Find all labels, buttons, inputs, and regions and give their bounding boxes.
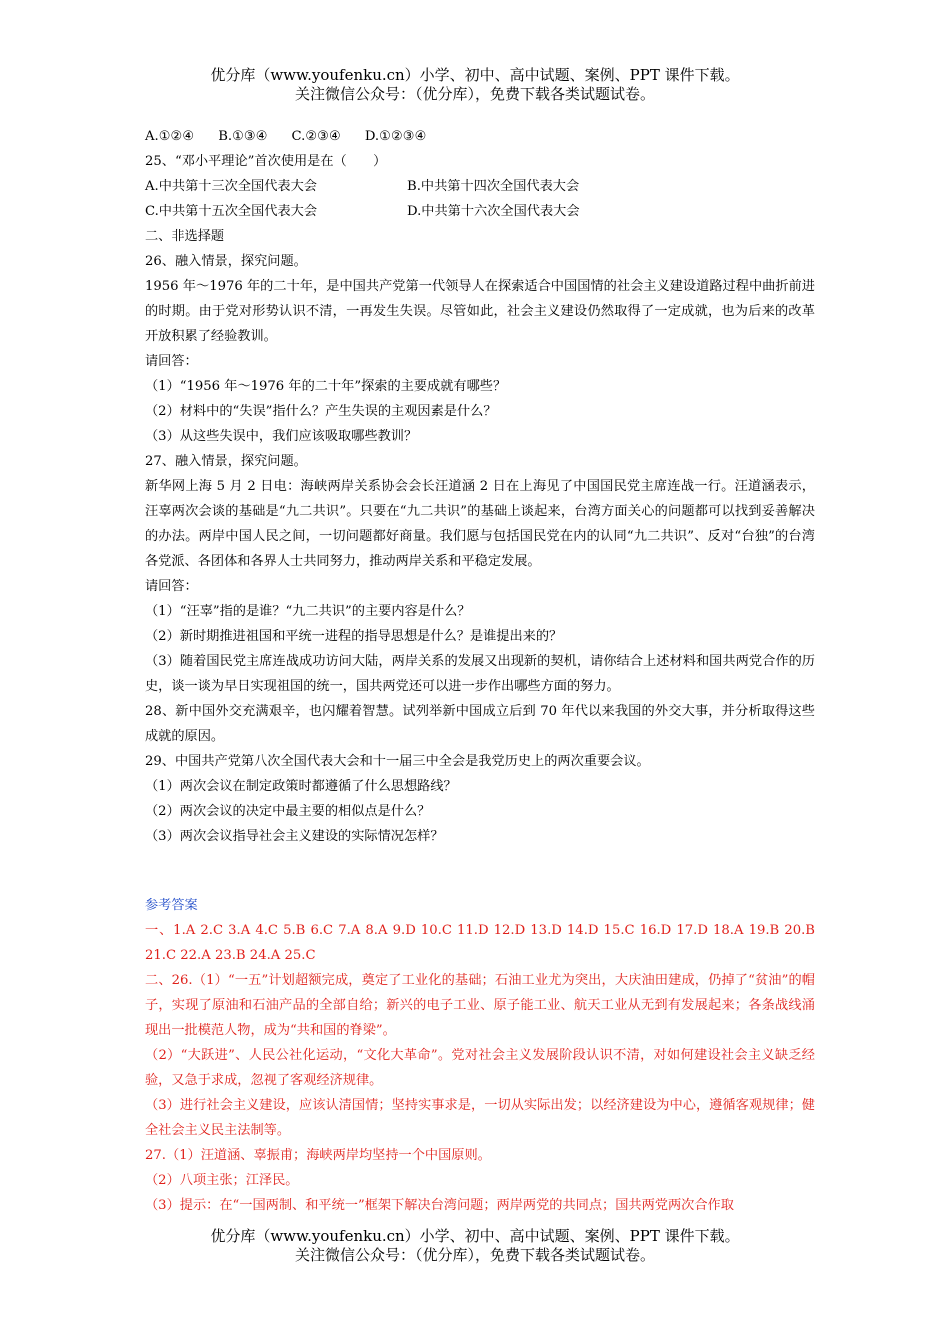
page-header [0, 66, 950, 104]
q27-prompt: 请回答： [145, 579, 198, 594]
q24-option-d: D.①②③④ [364, 129, 427, 144]
footer-line-2: 关注微信公众号：（优分库），免费下载各类试题试卷。 [294, 1246, 655, 1264]
q27-sub-2: （2）新时期推进祖国和平统一进程的指导思想是什么？是谁提出来的？ [145, 629, 563, 644]
header-line-2: 关注微信公众号：（优分库），免费下载各类试题试卷。 [294, 85, 655, 103]
page-footer [0, 1227, 950, 1265]
spacer [145, 849, 815, 893]
q25-stem: 25、“邓小平理论”首次使用是在（ ） [145, 154, 387, 169]
answer-26-1: 二、26.（1）“一五”计划超额完成，奠定了工业化的基础；石油工业尤为突出，大庆油田建成，仍掉了“贫油”的帽子，实现了原油和石油产品的全部自给；新兴的电子工业、原子能工业、航天工业从无到有发展起来；各条战线涌现出一批模范人物，成为“共和国的脊梁”。 [145, 973, 815, 1038]
q27-sub-3: （3）随着国民党主席连战成功访问大陆，两岸关系的发展又出现新的契机，请你结合上述材料和国共两党合作的历史，谈一谈为早日实现祖国的统一，国共两党还可以进一步作出哪些方面的努力。 [145, 654, 815, 694]
footer-line-1: 优分库（www.youfenku.cn）小学、初中、高中试题、案例、PPT 课件下载。 [210, 1227, 740, 1245]
q25-option-b: B.中共第十四次全国代表大会 [407, 179, 580, 194]
q27-title: 27、融入情景，探究问题。 [145, 454, 307, 469]
q25-option-a: A.中共第十三次全国代表大会 [145, 179, 317, 194]
q29-sub-2: （2）两次会议的决定中最主要的相似点是什么？ [145, 804, 431, 819]
q24-option-b: B.①③④ [218, 129, 268, 144]
q24-option-a: A.①②④ [145, 129, 195, 144]
answer-27-1: 27.（1）汪道涵、辜振甫；海峡两岸均坚持一个中国原则。 [145, 1148, 491, 1163]
q26-sub-1: （1）“1956 年～1976 年的二十年”探索的主要成就有哪些？ [145, 379, 507, 394]
q25-options-row-1 [145, 174, 815, 199]
header-line-1: 优分库（www.youfenku.cn）小学、初中、高中试题、案例、PPT 课件下载。 [210, 66, 740, 84]
q29-title: 29、中国共产党第八次全国代表大会和十一届三中全会是我党历史上的两次重要会议。 [145, 754, 650, 769]
q26-sub-2: （2）材料中的“失误”指什么？产生失误的主观因素是什么？ [145, 404, 497, 419]
q29-sub-1: （1）两次会议在制定政策时都遵循了什么思想路线？ [145, 779, 457, 794]
q26-title: 26、融入情景，探究问题。 [145, 254, 307, 269]
q27-material: 新华网上海 5 月 2 日电：海峡两岸关系协会会长汪道涵 2 日在上海见了中国国民党主席连战一行。汪道涵表示，汪辜两次会谈的基础是“九二共识”。只要在“九二共识”的基础上谈起来，台湾方面关心的问题都可以找到妥善解决的办法。两岸中国人民之间，一切问题都好商量。我们愿与包括国民党在内的认同“九二共识”、反对“台独”的台湾各党派、各团体和各界人士共同努力，推动两岸关系和平稳定发展。 [145, 479, 815, 569]
answer-26-3: （3）进行社会主义建设，应该认清国情；坚持实事求是，一切从实际出发；以经济建设为中心，遵循客观规律；健全社会主义民主法制等。 [145, 1098, 815, 1138]
document-body [145, 124, 815, 1218]
q29-sub-3: （3）两次会议指导社会主义建设的实际情况怎样？ [145, 829, 444, 844]
answer-27-2: （2）八项主张；江泽民。 [145, 1173, 299, 1188]
answers-multiple-choice: 一、1.A 2.C 3.A 4.C 5.B 6.C 7.A 8.A 9.D 10.C 11.D 12.D 13.D 14.D 15.C 16.D 17.D 18.A 19.B 20.B 21.C 22.A 23.B 24.A 25.C [145, 923, 815, 963]
answer-26-2: （2）“大跃进”、人民公社化运动，“文化大革命”。党对社会主义发展阶段认识不清，对如何建设社会主义缺乏经验，又急于求成，忽视了客观经济规律。 [145, 1048, 815, 1088]
q25-options-row-2 [145, 199, 815, 224]
answer-27-3: （3）提示：在“一国两制、和平统一”框架下解决台湾问题；两岸两党的共同点；国共两党两次合作取 [145, 1198, 734, 1213]
q25-option-d: D.中共第十六次全国代表大会 [407, 204, 580, 219]
section-2-title: 二、非选择题 [145, 229, 225, 244]
q26-material: 1956 年～1976 年的二十年，是中国共产党第一代领导人在探索适合中国国情的社会主义建设道路过程中曲折前进的时期。由于党对形势认识不清，一再发生失误。尽管如此，社会主义建设仍然取得了一定成就，也为后来的改革开放积累了经验教训。 [145, 279, 815, 344]
q26-sub-3: （3）从这些失误中，我们应该吸取哪些教训？ [145, 429, 418, 444]
q28-text: 28、新中国外交充满艰辛，也闪耀着智慧。试列举新中国成立后到 70 年代以来我国的外交大事，并分析取得这些成就的原因。 [145, 704, 815, 744]
q26-prompt: 请回答： [145, 354, 198, 369]
q24-options [145, 124, 815, 149]
q25-option-c: C.中共第十五次全国代表大会 [145, 204, 318, 219]
answers-title: 参考答案 [145, 898, 198, 913]
q24-option-c: C.②③④ [291, 129, 341, 144]
q27-sub-1: （1）“汪辜”指的是谁？“九二共识”的主要内容是什么？ [145, 604, 471, 619]
